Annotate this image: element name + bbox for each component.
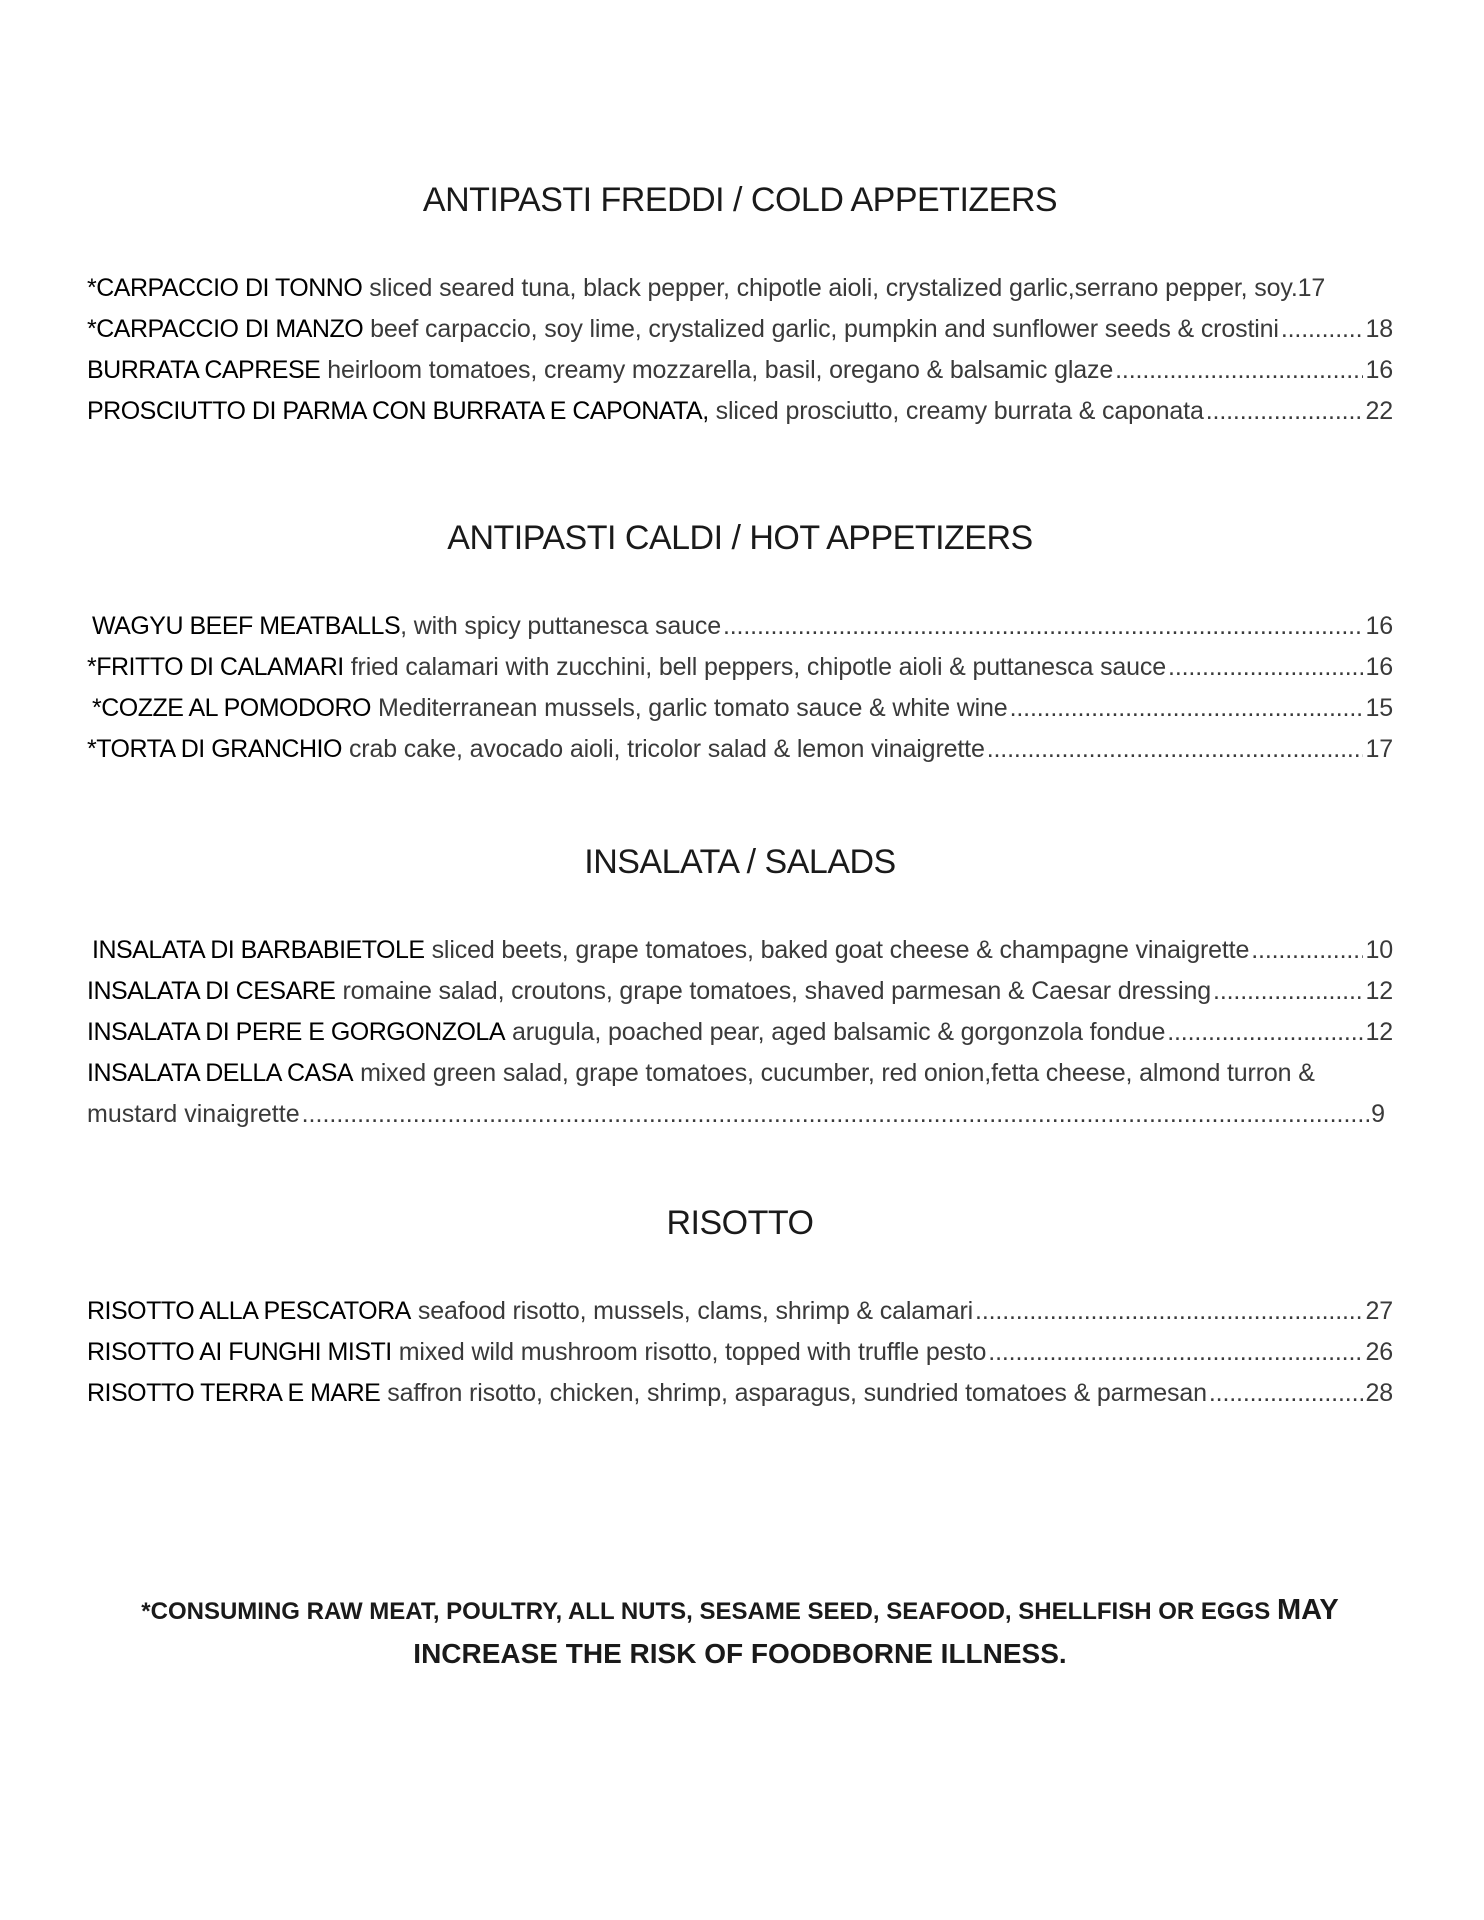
menu-item: [87, 971, 1393, 1012]
food-safety-notice: [87, 1590, 1393, 1676]
dot-leader: [1206, 391, 1364, 432]
item-name: *TORTA DI GRANCHIO: [87, 735, 342, 763]
notice-line-2: INCREASE THE RISK OF FOODBORNE ILLNESS.: [413, 1638, 1067, 1669]
item-price: 18: [1365, 315, 1393, 343]
item-price: 22: [1365, 397, 1393, 425]
menu-item: [87, 647, 1393, 688]
dot-leader: [1213, 971, 1363, 1012]
item-description: romaine salad, croutons, grape tomatoes, shaved parmesan & Caesar dressing: [342, 977, 1212, 1005]
menu-item: [87, 309, 1393, 350]
item-price: 17: [1297, 274, 1326, 302]
menu-item: [87, 1373, 1393, 1414]
item-name: *CARPACCIO DI TONNO: [87, 274, 363, 302]
item-price: 16: [1365, 612, 1393, 640]
item-description: seafood risotto, mussels, clams, shrimp & calamari: [417, 1297, 974, 1325]
item-name: RISOTTO ALLA PESCATORA: [87, 1297, 411, 1325]
menu-item: [87, 268, 1393, 309]
menu-item: [87, 930, 1393, 971]
dot-leader: [975, 1291, 1363, 1332]
item-price: 15: [1365, 694, 1393, 722]
notice-line-1: [87, 1590, 1393, 1632]
item-name: INSALATA DI BARBABIETOLE: [92, 936, 425, 964]
menu-item: [87, 729, 1393, 770]
item-price: 9: [1371, 1100, 1385, 1128]
item-description: mixed green salad, grape tomatoes, cucumber, red onion,fetta cheese, almond turron &: [360, 1059, 1315, 1087]
item-description: sliced seared tuna, black pepper, chipotle aioli, crystalized garlic,serrano pepper, soy.: [369, 274, 1298, 302]
menu-item: [87, 1053, 1393, 1094]
item-price: 26: [1365, 1338, 1393, 1366]
dot-leader: [988, 1332, 1363, 1373]
item-description: beef carpaccio, soy lime, crystalized garlic, pumpkin and sunflower seeds & crostini: [370, 315, 1279, 343]
section-title: RISOTTO: [666, 1204, 814, 1242]
section-hot-appetizers: [87, 518, 1393, 770]
item-name: INSALATA DI CESARE: [87, 977, 336, 1005]
item-name: BURRATA CAPRESE: [87, 356, 321, 384]
item-description: mixed wild mushroom risotto, topped with truffle pesto: [398, 1338, 987, 1366]
notice-emphasis: MAY: [1276, 1594, 1339, 1626]
section-title: INSALATA / SALADS: [584, 843, 896, 881]
dot-leader: [1251, 930, 1363, 971]
item-name: WAGYU BEEF MEATBALLS: [92, 612, 401, 640]
item-price: 12: [1365, 977, 1393, 1005]
section-salads: [87, 842, 1393, 1135]
menu-item: [87, 606, 1393, 647]
section-risotto: [87, 1203, 1393, 1414]
item-name: RISOTTO AI FUNGHI MISTI: [87, 1338, 392, 1366]
menu-item: [87, 688, 1393, 729]
item-name: INSALATA DI PERE E GORGONZOLA: [87, 1018, 506, 1046]
item-description: saffron risotto, chicken, shrimp, asparagus, sundried tomatoes & parmesan: [387, 1379, 1207, 1407]
menu-item-continuation: [87, 1094, 1393, 1135]
dot-leader: [1010, 688, 1364, 729]
item-description: Mediterranean mussels, garlic tomato sauce & white wine: [378, 694, 1008, 722]
item-price: 28: [1365, 1379, 1393, 1407]
dot-leader: [1167, 1012, 1363, 1053]
dot-leader: [302, 1094, 1369, 1135]
section-title: ANTIPASTI FREDDI / COLD APPETIZERS: [422, 181, 1058, 219]
dot-leader: [987, 729, 1364, 770]
menu-item-list: [87, 606, 1393, 770]
section-cold-appetizers: [87, 180, 1393, 432]
dot-leader: [1209, 1373, 1364, 1414]
menu-item-list: [87, 268, 1393, 432]
dot-leader: [1168, 647, 1363, 688]
menu-item: [87, 350, 1393, 391]
menu-item: [87, 1291, 1393, 1332]
item-name: *COZZE AL POMODORO: [92, 694, 372, 722]
item-description: , with spicy puttanesca sauce: [400, 612, 721, 640]
item-name: RISOTTO TERRA E MARE: [87, 1379, 381, 1407]
item-price: 17: [1365, 735, 1393, 763]
dot-leader: [1115, 350, 1363, 391]
item-description: heirloom tomatoes, creamy mozzarella, basil, oregano & balsamic glaze: [327, 356, 1114, 384]
notice-text: *CONSUMING RAW MEAT, POULTRY, ALL NUTS, SESAME SEED, SEAFOOD, SHELLFISH OR EGGS: [141, 1598, 1271, 1625]
item-description: sliced beets, grape tomatoes, baked goat cheese & champagne vinaigrette: [431, 936, 1250, 964]
item-price: 16: [1365, 356, 1393, 384]
menu-item-list: [87, 1291, 1393, 1414]
item-price: 27: [1365, 1297, 1393, 1325]
section-title: ANTIPASTI CALDI / HOT APPETIZERS: [447, 519, 1033, 557]
menu-item: [87, 1012, 1393, 1053]
menu-item: [87, 1332, 1393, 1373]
item-price: 12: [1365, 1018, 1393, 1046]
item-description: fried calamari with zucchini, bell peppers, chipotle aioli & puttanesca sauce: [350, 653, 1167, 681]
item-name: PROSCIUTTO DI PARMA CON BURRATA E CAPONATA,: [87, 397, 709, 425]
item-name: INSALATA DELLA CASA: [87, 1059, 354, 1087]
item-description-continued: mustard vinaigrette: [87, 1100, 300, 1128]
item-description: sliced prosciutto, creamy burrata & caponata: [715, 397, 1204, 425]
menu-item-list: [87, 930, 1393, 1135]
item-price: 16: [1365, 653, 1393, 681]
dot-leader: [1281, 309, 1364, 350]
item-description: crab cake, avocado aioli, tricolor salad & lemon vinaigrette: [348, 735, 985, 763]
menu-item: [87, 391, 1393, 432]
item-name: *CARPACCIO DI MANZO: [87, 315, 364, 343]
item-description: arugula, poached pear, aged balsamic & gorgonzola fondue: [512, 1018, 1166, 1046]
item-name: *FRITTO DI CALAMARI: [87, 653, 344, 681]
item-price: 10: [1365, 936, 1393, 964]
dot-leader: [723, 606, 1364, 647]
